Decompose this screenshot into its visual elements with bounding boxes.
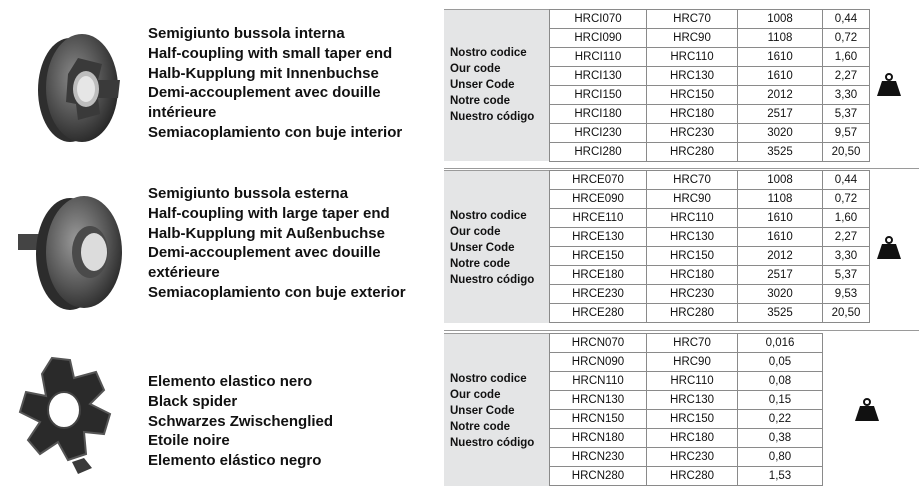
weight-cell: 0,80 <box>738 448 823 467</box>
weight-cell: 0,44 <box>823 171 870 190</box>
size-cell: HRC150 <box>647 410 738 429</box>
half-coupling-internal-image <box>20 28 138 148</box>
table-row <box>550 143 870 162</box>
description-line: Demi-accouplement avec douille <box>148 244 381 262</box>
code-label: Nostro codice <box>450 210 527 222</box>
weight-cell: 0,15 <box>738 391 823 410</box>
product-code-cell: HRCN150 <box>550 410 647 429</box>
table-row <box>550 372 823 391</box>
product-code-cell: HRCI280 <box>550 143 647 162</box>
weight-cell: 2,27 <box>823 67 870 86</box>
product-code-cell: HRCI180 <box>550 105 647 124</box>
table-row <box>550 228 870 247</box>
size-cell: HRC230 <box>647 448 738 467</box>
weight-cell: 20,50 <box>823 304 870 323</box>
code-labels <box>450 208 534 288</box>
product-code-cell: HRCI130 <box>550 67 647 86</box>
product-code-cell: HRCI150 <box>550 86 647 105</box>
size-cell: HRC70 <box>647 171 738 190</box>
size-cell: HRC230 <box>647 124 738 143</box>
code-label: Nostro codice <box>450 373 527 385</box>
table-row <box>550 285 870 304</box>
weight-cell: 2,27 <box>823 228 870 247</box>
weight-cell: 5,37 <box>823 105 870 124</box>
product-code-cell: HRCN130 <box>550 391 647 410</box>
code-label: Notre code <box>450 95 511 107</box>
product-code-cell: HRCE150 <box>550 247 647 266</box>
product-code-cell: HRCI070 <box>550 10 647 29</box>
description-line: Elemento elástico negro <box>148 452 322 470</box>
product-code-cell: HRCE180 <box>550 266 647 285</box>
bush-cell: 1008 <box>738 171 823 190</box>
table-row <box>550 410 823 429</box>
weight-cell: 1,60 <box>823 48 870 67</box>
bush-cell: 2012 <box>738 86 823 105</box>
weight-cell: 0,72 <box>823 29 870 48</box>
weight-cell: 5,37 <box>823 266 870 285</box>
description-line: Semigiunto bussola esterna <box>148 185 349 202</box>
size-cell: HRC180 <box>647 105 738 124</box>
product-code-cell: HRCN070 <box>550 334 647 353</box>
description-line: Black spider <box>148 392 238 410</box>
product-code-cell: HRCI090 <box>550 29 647 48</box>
product-code-cell: HRCE280 <box>550 304 647 323</box>
bush-cell: 1610 <box>738 228 823 247</box>
bush-cell: 1610 <box>738 48 823 67</box>
table-row <box>550 467 823 486</box>
code-panel <box>444 9 550 161</box>
product-code-cell: HRCN180 <box>550 429 647 448</box>
description-line: Semigiunto bussola interna <box>148 25 345 42</box>
description-line: Demi-accouplement avec douille <box>148 84 381 102</box>
bush-cell: 3525 <box>738 304 823 323</box>
weight-icon <box>876 236 902 260</box>
description-line: Halb-Kupplung mit Innenbuchse <box>148 64 379 82</box>
product-code-cell: HRCE070 <box>550 171 647 190</box>
bush-cell: 2012 <box>738 247 823 266</box>
weight-cell: 0,22 <box>738 410 823 429</box>
product-code-cell: HRCE230 <box>550 285 647 304</box>
size-cell: HRC70 <box>647 10 738 29</box>
size-cell: HRC70 <box>647 334 738 353</box>
code-panel <box>444 333 550 486</box>
table-row <box>550 105 870 124</box>
product-code-cell: HRCI110 <box>550 48 647 67</box>
weight-cell: 3,30 <box>823 86 870 105</box>
description-line: Etoile noire <box>148 432 230 450</box>
code-label: Unser Code <box>450 242 515 254</box>
product-code-cell: HRCN280 <box>550 467 647 486</box>
product-code-cell: HRCI230 <box>550 124 647 143</box>
size-cell: HRC150 <box>647 86 738 105</box>
size-cell: HRC130 <box>647 67 738 86</box>
code-panel <box>444 170 550 323</box>
product-code-cell: HRCN110 <box>550 372 647 391</box>
spec-table <box>549 170 870 323</box>
code-labels <box>450 45 534 125</box>
table-row <box>550 266 870 285</box>
bush-cell: 2517 <box>738 105 823 124</box>
size-cell: HRC110 <box>647 48 738 67</box>
description-line: intérieure <box>148 104 217 122</box>
table-row <box>550 67 870 86</box>
size-cell: HRC110 <box>647 209 738 228</box>
size-cell: HRC280 <box>647 467 738 486</box>
table-row <box>550 171 870 190</box>
weight-icon <box>876 73 902 97</box>
code-label: Our code <box>450 226 501 238</box>
half-coupling-external-image <box>14 190 138 314</box>
description-block <box>148 372 333 471</box>
weight-icon <box>854 398 880 422</box>
description-line: Halb-Kupplung mit Außenbuchse <box>148 224 385 242</box>
weight-cell: 1,60 <box>823 209 870 228</box>
bush-cell: 3020 <box>738 124 823 143</box>
table-row <box>550 429 823 448</box>
weight-cell: 20,50 <box>823 143 870 162</box>
weight-cell: 0,72 <box>823 190 870 209</box>
table-row <box>550 48 870 67</box>
description-block <box>148 184 406 303</box>
bush-cell: 1108 <box>738 29 823 48</box>
bush-cell: 1610 <box>738 209 823 228</box>
size-cell: HRC130 <box>647 391 738 410</box>
product-code-cell: HRCE130 <box>550 228 647 247</box>
size-cell: HRC280 <box>647 143 738 162</box>
weight-cell: 0,38 <box>738 429 823 448</box>
size-cell: HRC180 <box>647 266 738 285</box>
code-label: Nuestro código <box>450 274 535 286</box>
code-label: Nuestro código <box>450 111 535 123</box>
table-row <box>550 334 823 353</box>
weight-cell: 0,016 <box>738 334 823 353</box>
weight-cell: 0,08 <box>738 372 823 391</box>
description-line: extérieure <box>148 264 220 282</box>
description-line: Half-coupling with large taper end <box>148 204 390 222</box>
weight-cell: 0,44 <box>823 10 870 29</box>
bush-cell: 3525 <box>738 143 823 162</box>
size-cell: HRC280 <box>647 304 738 323</box>
code-labels <box>450 371 534 451</box>
table-row <box>550 353 823 372</box>
table-row <box>550 10 870 29</box>
table-row <box>550 29 870 48</box>
bush-cell: 1610 <box>738 67 823 86</box>
table-row <box>550 391 823 410</box>
code-label: Nuestro código <box>450 437 535 449</box>
description-line: Elemento elastico nero <box>148 373 313 390</box>
code-label: Notre code <box>450 258 511 270</box>
spec-table <box>549 9 870 162</box>
description-line: Half-coupling with small taper end <box>148 44 393 62</box>
table-row <box>550 124 870 143</box>
size-cell: HRC90 <box>647 190 738 209</box>
code-label: Our code <box>450 389 501 401</box>
spec-table <box>549 333 823 486</box>
weight-cell: 3,30 <box>823 247 870 266</box>
table-row <box>550 247 870 266</box>
size-cell: HRC130 <box>647 228 738 247</box>
code-label: Unser Code <box>450 79 515 91</box>
bush-cell: 1108 <box>738 190 823 209</box>
code-label: Unser Code <box>450 405 515 417</box>
product-code-cell: HRCE090 <box>550 190 647 209</box>
code-label: Our code <box>450 63 501 75</box>
description-line: Semiacoplamiento con buje exterior <box>148 283 406 301</box>
product-code-cell: HRCN230 <box>550 448 647 467</box>
size-cell: HRC110 <box>647 372 738 391</box>
code-label: Nostro codice <box>450 47 527 59</box>
weight-cell: 0,05 <box>738 353 823 372</box>
code-label: Notre code <box>450 421 511 433</box>
bush-cell: 2517 <box>738 266 823 285</box>
weight-cell: 9,53 <box>823 285 870 304</box>
size-cell: HRC150 <box>647 247 738 266</box>
table-row <box>550 304 870 323</box>
table-row <box>550 190 870 209</box>
bush-cell: 3020 <box>738 285 823 304</box>
product-code-cell: HRCN090 <box>550 353 647 372</box>
weight-cell: 1,53 <box>738 467 823 486</box>
section-divider <box>444 330 919 331</box>
description-line: Semiacoplamiento con buje interior <box>148 123 403 141</box>
table-row <box>550 86 870 105</box>
size-cell: HRC90 <box>647 353 738 372</box>
weight-cell: 9,57 <box>823 124 870 143</box>
bush-cell: 1008 <box>738 10 823 29</box>
size-cell: HRC230 <box>647 285 738 304</box>
table-row <box>550 448 823 467</box>
table-row <box>550 209 870 228</box>
black-spider-image <box>12 350 132 480</box>
section-divider <box>444 168 919 169</box>
description-line: Schwarzes Zwischenglied <box>148 412 334 430</box>
description-block <box>148 24 402 143</box>
size-cell: HRC90 <box>647 29 738 48</box>
size-cell: HRC180 <box>647 429 738 448</box>
product-code-cell: HRCE110 <box>550 209 647 228</box>
